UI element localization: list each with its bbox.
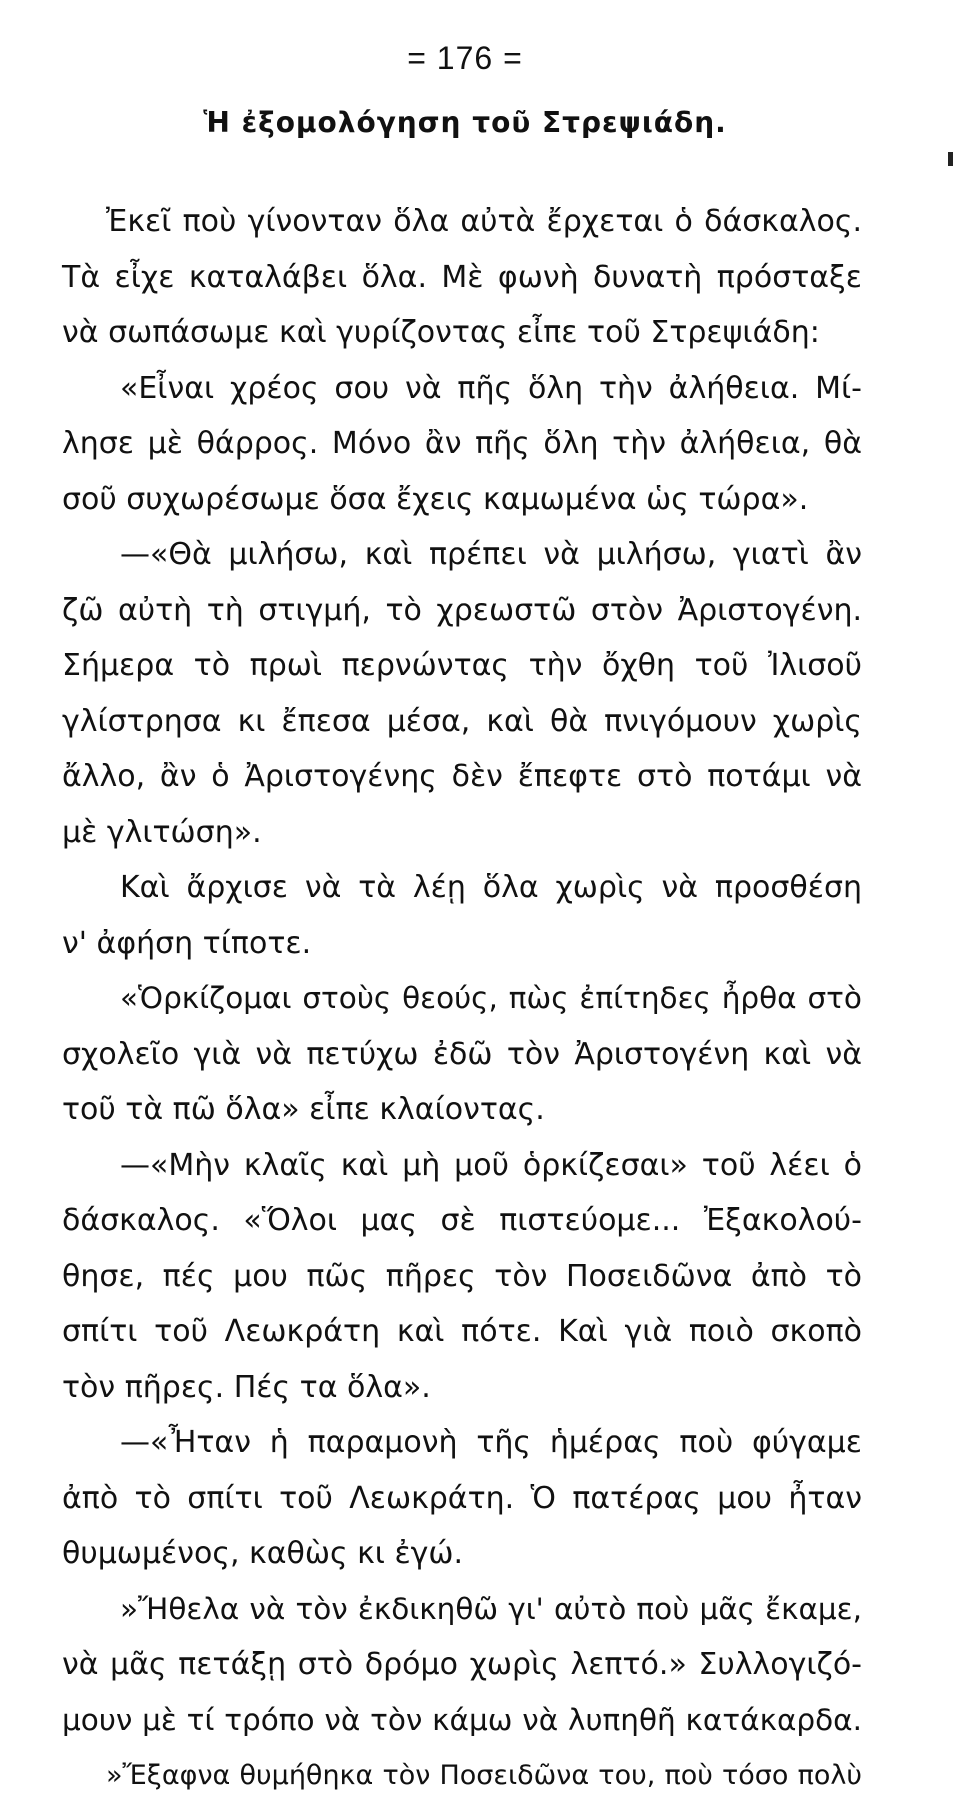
text-line: Ἐκεῖ ποὺ γίνονταν ὅλα αὐτὰ ἔρχεται ὁ δάσκαλος. xyxy=(106,204,862,239)
text-line: —«Μὴν κλαῖς καὶ μὴ μοῦ ὁρκίζεσαι» τοῦ λέει ὁ xyxy=(120,1147,862,1183)
text-line: νὰ σωπάσωμε καὶ γυρίζοντας εἶπε τοῦ Στρεψιάδη: xyxy=(62,315,820,350)
text-line: δάσκαλος. «Ὅλοι μας σὲ πιστεύομε... Ἐξακολού- xyxy=(62,1203,862,1238)
text-line: «Εἶναι χρέος σου νὰ πῆς ὅλη τὴν ἀλήθεια. Μί- xyxy=(120,370,862,406)
text-line: λησε μὲ θάρρος. Μόνο ἂν πῆς ὅλη τὴν ἀλήθεια, θὰ xyxy=(62,426,862,461)
text-line: Τὰ εἶχε καταλάβει ὅλα. Μὲ φωνὴ δυνατὴ πρόσταξε xyxy=(62,259,862,295)
text-line: ν' ἀφήση τίποτε. xyxy=(62,925,312,961)
text-line: θυμωμένος, καθὼς κι ἐγώ. xyxy=(62,1536,464,1571)
text-line: τοῦ τὰ πῶ ὅλα» εἶπε κλαίοντας. xyxy=(62,1092,545,1127)
text-line: θησε, πές μου πῶς πῆρες τὸν Ποσειδῶνα ἀπὸ τὸ xyxy=(62,1258,862,1294)
text-line: σοῦ συχωρέσωμε ὅσα ἔχεις καμωμένα ὡς τώρα». xyxy=(62,481,809,517)
chapter-title: Ἡ ἐξομολόγηση τοῦ Στρεψιάδη. xyxy=(203,106,727,139)
text-line: ἀπὸ τὸ σπίτι τοῦ Λεωκράτη. Ὁ πατέρας μου ἦταν xyxy=(62,1480,862,1516)
text-line: Σήμερα τὸ πρωὶ περνώντας τὴν ὄχθη τοῦ Ἰλισοῦ xyxy=(62,648,862,683)
text-line: σχολεῖο γιὰ νὰ πετύχω ἐδῶ τὸν Ἀριστογένη καὶ νὰ xyxy=(62,1036,862,1072)
text-line: —«Ἦταν ἡ παραμονὴ τῆς ἡμέρας ποὺ φύγαμε xyxy=(120,1425,862,1460)
text-line: —«Θὰ μιλήσω, καὶ πρέπει νὰ μιλήσω, γιατὶ ἂν xyxy=(120,537,862,572)
text-line: «Ὁρκίζομαι στοὺς θεούς, πὼς ἐπίτηδες ἦρθα στὸ xyxy=(120,981,862,1015)
text-line: Καὶ ἄρχισε νὰ τὰ λέῃ ὅλα χωρὶς νὰ προσθέση xyxy=(120,870,862,905)
text-line: σπίτι τοῦ Λεωκράτη καὶ πότε. Καὶ γιὰ ποιὸ σκοπὸ xyxy=(62,1314,862,1349)
text-line: τὸν πῆρες. Πές τα ὅλα». xyxy=(62,1369,431,1405)
text-line: ζῶ αὐτὴ τὴ στιγμή, τὸ χρεωστῶ στὸν Ἀριστογένη. xyxy=(62,592,862,628)
margin-mark xyxy=(948,152,953,166)
text-line: μὲ γλιτώση». xyxy=(62,814,262,850)
text-line: »Ἤθελα νὰ τὸν ἐκδικηθῶ γι' αὐτὸ ποὺ μᾶς ἔκαμε, xyxy=(120,1591,862,1626)
text-line: νὰ μᾶς πετάξῃ στὸ δρόμο χωρὶς λεπτό.» Συλλογιζό- xyxy=(62,1647,862,1682)
text-line: ἄλλο, ἂν ὁ Ἀριστογένης δὲν ἔπεφτε στὸ ποτάμι νὰ xyxy=(62,759,862,794)
text-line: μουν μὲ τί τρόπο νὰ τὸν κάμω νὰ λυπηθῆ κατάκαρδα. xyxy=(62,1702,862,1737)
body-text xyxy=(62,194,862,1804)
page-number: = 176 = xyxy=(407,40,523,76)
text-line: γλίστρησα κι ἔπεσα μέσα, καὶ θὰ πνιγόμουν χωρὶς xyxy=(62,703,862,739)
text-line: »Ἔξαφνα θυμήθηκα τὸν Ποσειδῶνα του, ποὺ τόσο πολὺ xyxy=(106,1760,862,1791)
